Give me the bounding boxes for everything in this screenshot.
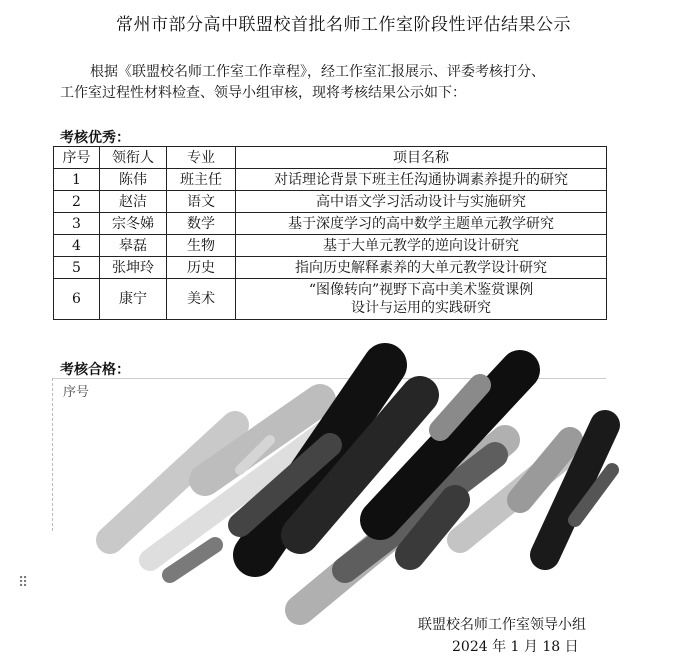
project-line-1: “图像转向”视野下高中美术鉴赏课例 xyxy=(308,282,534,298)
intro-paragraph xyxy=(60,62,630,104)
row-project: 指向历史解释素养的大单元教学设计研究 xyxy=(236,257,607,279)
table-row xyxy=(54,279,607,320)
row-number: 6 xyxy=(54,279,100,320)
intro-line-2: 工作室过程性材料检查、领导小组审核，现将考核结果公示如下： xyxy=(60,85,466,101)
brush-stroke xyxy=(170,545,215,575)
column-header-project: 项目名称 xyxy=(236,147,607,169)
table-header-row xyxy=(54,147,607,169)
qualified-heading: 考核合格： xyxy=(60,362,130,378)
column-header-subject: 专业 xyxy=(167,147,236,169)
row-leader: 陈伟 xyxy=(100,169,167,191)
row-project: 高中语文学习活动设计与实施研究 xyxy=(236,191,607,213)
row-subject: 历史 xyxy=(167,257,236,279)
row-subject: 生物 xyxy=(167,235,236,257)
qualified-table xyxy=(52,378,606,531)
row-number: 2 xyxy=(54,191,100,213)
row-leader: 赵洁 xyxy=(100,191,167,213)
row-number: 1 xyxy=(54,169,100,191)
intro-line-1: 根据《联盟校名师工作室工作章程》，经工作室汇报展示、评委考核打分、 xyxy=(90,64,545,80)
document-title: 常州市部分高中联盟校首批名师工作室阶段性评估结果公示 xyxy=(116,15,571,35)
excellent-table xyxy=(53,146,607,320)
table-row xyxy=(54,191,607,213)
row-subject: 班主任 xyxy=(167,169,236,191)
project-line-2: 设计与运用的实践研究 xyxy=(351,300,491,316)
column-header-leader: 领衔人 xyxy=(100,147,167,169)
row-project: 对话理论背景下班主任沟通协调素养提升的研究 xyxy=(236,169,607,191)
column-header-number: 序号 xyxy=(54,147,100,169)
row-subject: 数学 xyxy=(167,213,236,235)
row-project xyxy=(236,279,607,320)
row-leader: 张坤玲 xyxy=(100,257,167,279)
row-number: 5 xyxy=(54,257,100,279)
row-number: 4 xyxy=(54,235,100,257)
row-project: 基于大单元教学的逆向设计研究 xyxy=(236,235,607,257)
drag-handle-icon[interactable]: ⠿ xyxy=(18,575,29,591)
row-project: 基于深度学习的高中数学主题单元教学研究 xyxy=(236,213,607,235)
table-row xyxy=(54,257,607,279)
signature: 联盟校名师工作室领导小组 xyxy=(418,617,586,633)
table-row xyxy=(54,169,607,191)
row-subject: 美术 xyxy=(167,279,236,320)
row-leader: 宗冬娣 xyxy=(100,213,167,235)
table-row xyxy=(54,235,607,257)
table-row xyxy=(54,213,607,235)
row-leader: 康宁 xyxy=(100,279,167,320)
row-leader: 皋磊 xyxy=(100,235,167,257)
row-number: 3 xyxy=(54,213,100,235)
document-date: 2024 年 1 月 18 日 xyxy=(452,639,579,655)
qualified-column-header-number: 序号 xyxy=(63,385,90,400)
row-subject: 语文 xyxy=(167,191,236,213)
excellent-heading: 考核优秀： xyxy=(60,130,130,146)
